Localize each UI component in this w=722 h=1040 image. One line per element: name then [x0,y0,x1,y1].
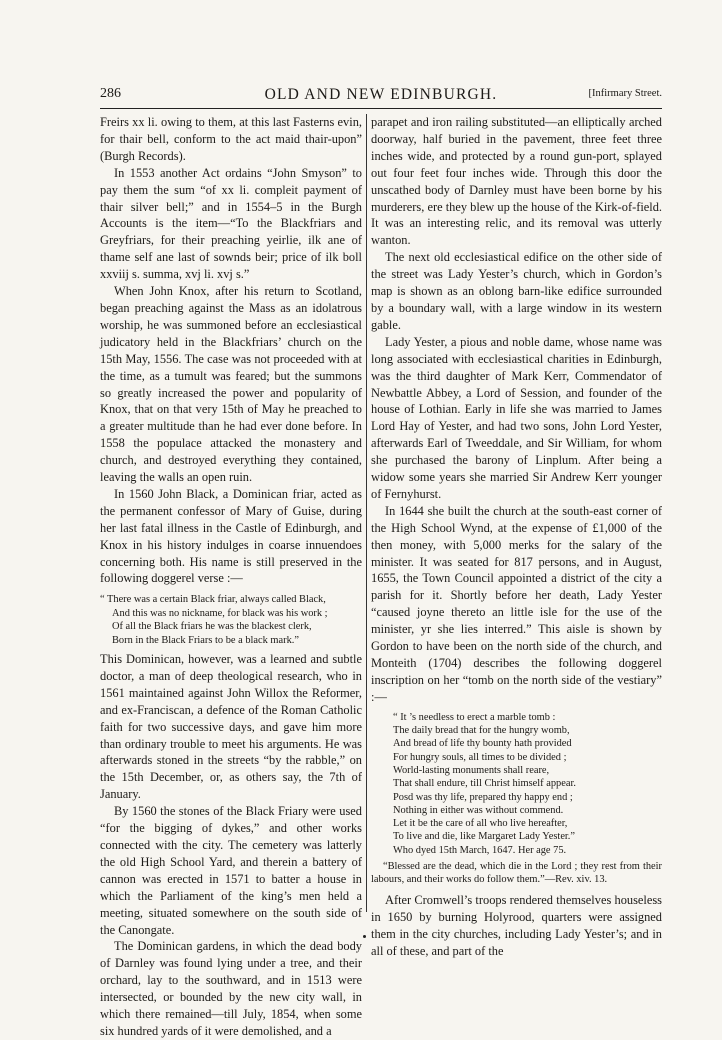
paragraph: Lady Yester, a pious and noble dame, whose name was long associated with ecclesiastical charities in Edinburgh, was the third daughter of Mark Kerr, Commendator of Newbattle Abbey, a Lord of Session, and founder of the house of Lothian. Early in life she was married to James Lord Hay of Yester, and had two sons, John Lord Yester, afterwards Earl of Tweeddale, and Sir William, for whom she purchased the barony of Linplum. After being a widow some years she married Sir Andrew Kerr younger of Fernyhurst. [371,334,662,501]
paragraph: In 1644 she built the church at the south-east corner of the High School Wynd, at the expense of £1,000 of the then money, with 5,000 merks for the salary of the minister. It was seated for 817 persons, and in August, 1655, the Town Council appointed a district of the city a parish for it. Shortly before her death, Lady Yester “caused joyne thereto an little isle for the use of the minister, yr she lies interred.” This aisle is shown by Gordon to have been on the north side of the church, and Monteith (1704) describes the following doggerel inscription on her “tomb on the north side of the vestiary” :— [371,503,662,704]
doggerel-verse [100,593,362,647]
paragraph: This Dominican, however, was a learned and subtle doctor, a man of deep theological research, who in 1561 maintained against John Willox the Reformer, and ex-Franciscan, a defence of the Roman Catholic faith for two successive days, and gave him more than ordinary trouble to meet his arguments. He was afterwards stoned in the streets “by the rabble,” on the 15th December, or, as others say, the 7th of January. [100,652,362,802]
verse-line: And this was no nickname, for black was his work ; [112,607,328,619]
verse-line: World-lasting monuments shall reare, [393,764,550,776]
page-number: 286 [100,86,121,101]
left-column [100,114,362,1040]
paragraph: By 1560 the stones of the Black Friary were used “for the bigging of dykes,” and other works connected with the city. The cemetery was latterly the old High School Yard, and therein a battery of cannon was erected in 1571 to batter a house in which the Parliament of the king’s men held a meeting, situated somewhere on the south side of the Canongate. [100,804,362,937]
verse-line: For hungry souls, all times to be divided ; [393,751,567,763]
verse-line: “ It ’s needless to erect a marble tomb : [393,711,556,723]
verse-line: Nothing in either was without commend. [393,804,564,816]
verse-line: “ There was a certain Black friar, always called Black, [100,594,326,606]
column-divider [366,114,367,912]
section-label: [Infirmary Street. [588,88,662,99]
verse-line: Who dyed 15th March, 1647. Her age 75. [393,844,567,856]
verse-line: Posd was thy life, prepared thy happy end ; [393,791,573,803]
tomb-inscription [393,711,662,857]
paragraph: parapet and iron railing substituted—an elliptically arched doorway, half buried in the pavement, three feet three inches wide, and protected by a round gun-port, splayed out four feet four inches wide. Through this door the unscathed body of Darnley must have been borne by his murderers, ere they blew up the house of the Kirk-of-field. It was an interesting relic, and its removal was utterly wanton. [371,115,662,248]
verse-line: Let it be the care of all who live hereafter, [393,818,568,830]
verse-line: Of all the Black friars he was the blackest clerk, [112,621,312,633]
paragraph: In 1560 John Black, a Dominican friar, acted as the permanent confessor of Mary of Guise, during her last fatal illness in the Castle of Edinburgh, and Knox in his history indulges in coarse innuendoes concerning both. His name is still preserved in the following doggerel verse :— [100,486,362,586]
paragraph: When John Knox, after his return to Scotland, began preaching against the Mass as an idolatrous worship, he was summoned before an ecclesiastical judicatory held in the Blackfriars’ church on the 15th May, 1556. The case was not proceeded with at the time, as a tumult was feared; but the summons so greatly increased the power and popularity of Knox, that on that very 15th of May he preached to a greater multitude than he had ever done before. In 1558 the populace attacked the monastery and church, and destroyed everything they contained, leaving the walls an open ruin. [100,284,362,485]
paragraph: The Dominican gardens, in which the dead body of Darnley was found lying under a tree, and their orchard, lay to the southward, and in 1513 were intersected, or bounded by the new city wall, in which there remained—till July, 1854, when some six hundred yards of it were demolished, and a [100,939,362,1038]
page-header [100,86,662,109]
scripture-quote: “Blessed are the dead, which die in the Lord ; they rest from their labours, and their works do follow them.”—Rev. xiv. 13. [371,860,662,886]
verse-line: And bread of life thy bounty hath provided [393,738,572,750]
paragraph: The next old ecclesiastical edifice on the other side of the street was Lady Yester’s church, which in Gordon’s map is shown as an oblong barn-like edifice surrounded by a boundary wall, with a large window in its western gable. [371,250,662,332]
running-title: OLD AND NEW EDINBURGH. [264,86,498,103]
verse-line: The daily bread that for the hungry womb, [393,725,570,737]
paragraph: After Cromwell’s troops rendered themselves houseless in 1650 by burning Holyrood, quarters were assigned them in the city churches, including Lady Yester’s; and in all of these, and part of the [371,893,662,959]
right-column [371,114,662,960]
paragraph: Freirs xx li. owing to them, at this last Fasterns evin, for thair bell, conform to the act maid thair-upon” (Burgh Records). [100,115,362,163]
verse-line: To live and die, like Margaret Lady Yester.” [393,831,576,843]
paragraph: In 1553 another Act ordains “John Smyson” to pay them the sum “of xx li. compleit payment of thair silver bell;” and in 1554–5 in the Burgh Accounts is the item—“To the Blackfriars and Greyfriars, for their preaching yeirlie, ilk ane of thame self ane last of sownds beir; price of ilk boll xxviij s. summa, xvj li. xvj s.” [100,165,362,282]
verse-line: Born in the Black Friars to be a black mark.” [112,634,299,646]
printer-mark [363,935,366,938]
verse-line: That shall endure, till Christ himself appear. [393,778,576,790]
